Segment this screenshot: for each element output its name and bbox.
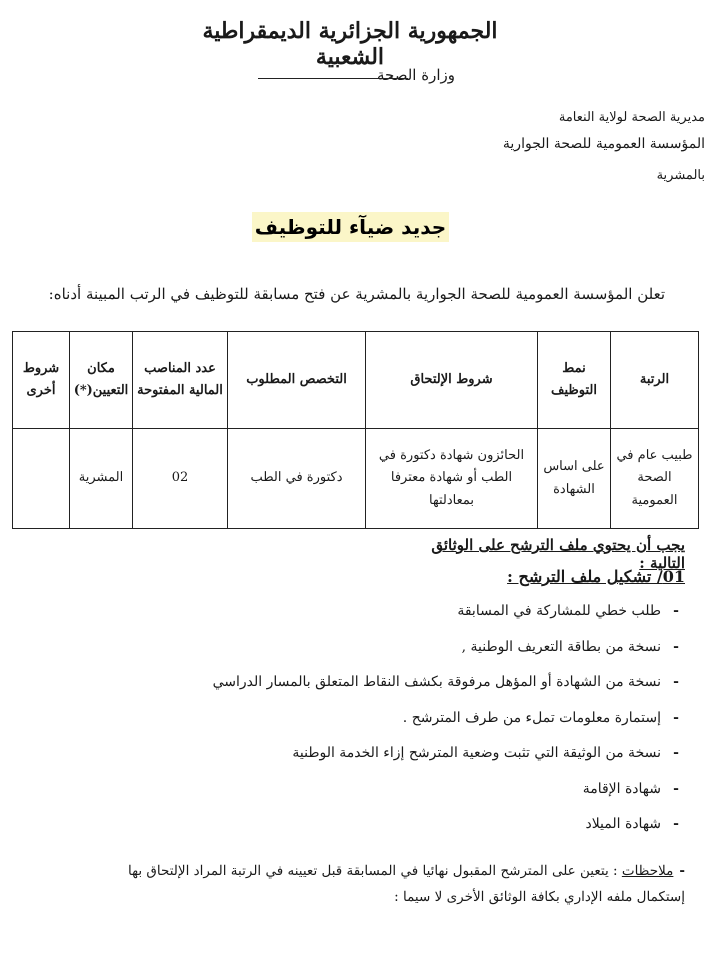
table-header-row: [13, 332, 699, 429]
highlight-banner: جديد ضيآء للتوظيف: [252, 212, 449, 242]
republic-heading: الجمهورية الجزائرية الديمقراطية الشعبية: [202, 18, 498, 70]
header-other-conditions: شروط أخرى: [13, 332, 70, 429]
health-department: مديرية الصحة لولاية النعامة: [558, 110, 705, 125]
cell-assignment-place: المشرية: [70, 429, 133, 529]
header-recruitment-mode: نمط التوظيف: [538, 332, 611, 429]
header-positions-count: عدد المناصب المالية المفتوحة: [133, 332, 228, 429]
cell-admission-conditions: الحائزون شهادة دكتورة في الطب أو شهادة معترفا بمعادلتها: [366, 429, 538, 529]
file-composition-heading: 01/ تشكيل ملف الترشح :: [507, 567, 685, 586]
cell-grade: طبيب عام في الصحة العمومية: [611, 429, 699, 529]
list-item: - نسخة من بطاقة التعريف الوطنية ,: [200, 636, 685, 672]
ministry-underline: [258, 78, 408, 79]
requirements-heading: يجب أن يحتوي ملف الترشح على الوثائق التالية :: [431, 536, 685, 572]
cell-other-conditions: [13, 429, 70, 529]
list-item: - شهادة الإقامة: [200, 778, 685, 814]
list-item: - نسخة من الشهادة أو المؤهل مرفوقة بكشف النقاط المتعلق بالمسار الدراسي: [200, 671, 685, 707]
institution-name: المؤسسة العمومية للصحة الجوارية: [502, 136, 705, 152]
notes-dash: -: [679, 863, 685, 879]
cell-positions-count: 02: [133, 429, 228, 529]
cell-specialty: دكتورة في الطب: [228, 429, 366, 529]
notes-text: : يتعين على المترشح المقبول نهائيا في المسابقة قبل تعيينه في الرتبة المراد الإلتحاق بها إستكمال ملفه الإداري بكافة الوثائق الأخرى لا سيما :: [128, 863, 685, 905]
ministry-name: وزارة الصحة: [377, 66, 455, 84]
table-row: [13, 429, 699, 529]
positions-table: [12, 331, 699, 529]
header-assignment-place: مكان التعيين(*): [70, 332, 133, 429]
announcement-intro: تعلن المؤسسة العمومية للصحة الجوارية بالمشرية عن فتح مسابقة للتوظيف في الرتب المبينة أدناه:: [48, 285, 665, 303]
header-admission-conditions: شروط الإلتحاق: [366, 332, 538, 429]
list-item: - إستمارة معلومات تملء من طرف المترشح .: [200, 707, 685, 743]
notes-label: ملاحظات: [621, 863, 674, 879]
list-item: - طلب خطي للمشاركة في المسابقة: [200, 600, 685, 636]
list-item: - نسخة من الوثيقة التي تثبت وضعية المترشح إزاء الخدمة الوطنية: [200, 742, 685, 778]
required-documents-list: [200, 600, 685, 849]
list-item: - شهادة الميلاد: [200, 813, 685, 849]
institution-location: بالمشرية: [656, 168, 705, 183]
cell-recruitment-mode: على اساس الشهادة: [538, 429, 611, 529]
notes-paragraph: [80, 858, 685, 910]
header-specialty: التخصص المطلوب: [228, 332, 366, 429]
header-grade: الرتبة: [611, 332, 699, 429]
